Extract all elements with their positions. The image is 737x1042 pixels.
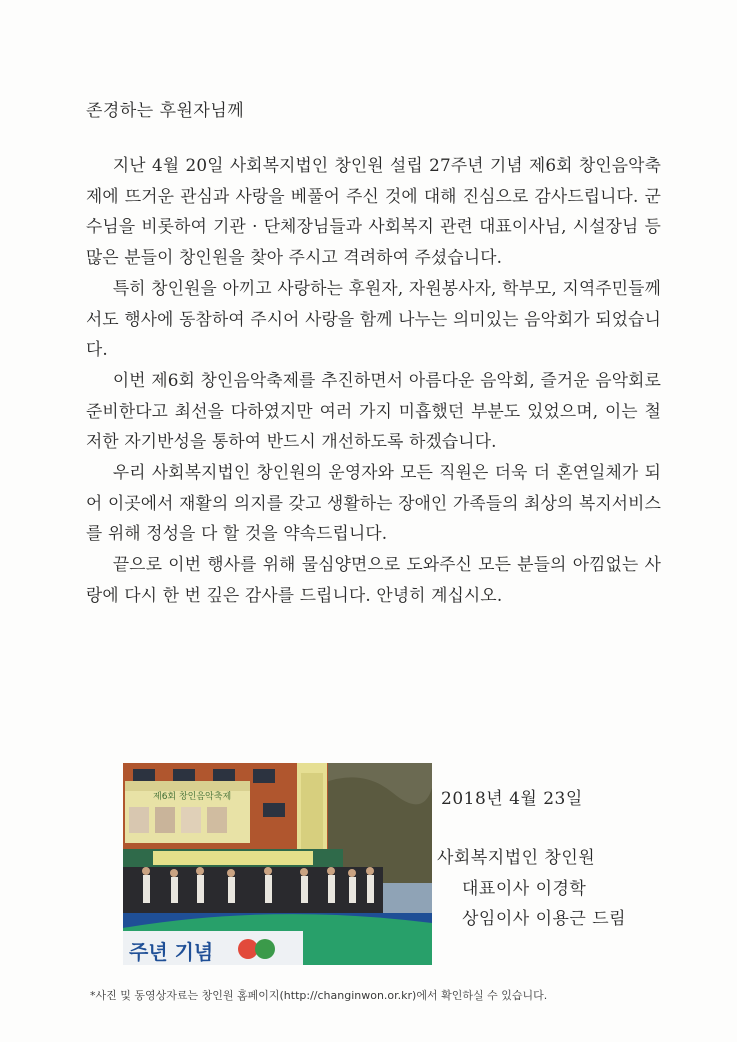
paragraph-1: 지난 4월 20일 사회복지법인 창인원 설립 27주년 기념 제6회 창인음악축제에 뜨거운 관심과 사랑을 베풀어 주신 것에 대해 진심으로 감사드립니다. 군수님을 비롯하여 기관 · 단체장님들과 사회복지 관련 대표이사님, 시설장님 등 많은 분들이 창인원을 찾아 주시고 격려하여 주셨습니다. <box>86 155 661 268</box>
letter-body <box>86 150 661 611</box>
paragraph-4: 우리 사회복지법인 창인원의 운영자와 모든 직원은 더욱 더 혼연일체가 되어 이곳에서 재활의 의지를 갖고 생활하는 장애인 가족들의 최상의 복지서비스를 위해 정성을 다 할 것을 약속드립니다. <box>86 462 661 544</box>
anniversary-text: 주년 기념 <box>129 940 214 964</box>
signature-representative: 대표이사 이경학 <box>462 879 587 899</box>
letter-date: 2018년 4월 23일 <box>441 789 583 809</box>
event-photo-illustration <box>123 763 432 965</box>
footnote: *사진 및 동영상자료는 창인원 홈페이지(http://changinwon.or.kr)에서 확인하실 수 있습니다. <box>90 989 548 1002</box>
salutation: 존경하는 후원자님께 <box>86 101 245 121</box>
paragraph-2: 특히 창인원을 아끼고 사랑하는 후원자, 자원봉사자, 학부모, 지역주민들께서도 행사에 동참하여 주시어 사랑을 함께 나누는 의미있는 음악회가 되었습니다. <box>86 277 661 360</box>
paragraph-3: 이번 제6회 창인음악축제를 추진하면서 아름다운 음악회, 즐거운 음악회로 준비한다고 최선을 다하였지만 여러 가지 미흡했던 부분도 있었으며, 이는 철저한 자기반성을 통하여 반드시 개선하도록 하겠습니다. <box>86 369 661 452</box>
banner-text: 제6회 창인음악축제 <box>153 792 232 802</box>
signature-organization: 사회복지법인 창인원 <box>437 848 596 868</box>
event-photo <box>123 763 432 965</box>
paragraph-5: 끝으로 이번 행사를 위해 물심양면으로 도와주신 모든 분들의 아낌없는 사랑에 다시 한 번 깊은 감사를 드립니다. 안녕히 계십시오. <box>86 554 661 605</box>
signature-director: 상임이사 이용근 드림 <box>462 909 627 929</box>
